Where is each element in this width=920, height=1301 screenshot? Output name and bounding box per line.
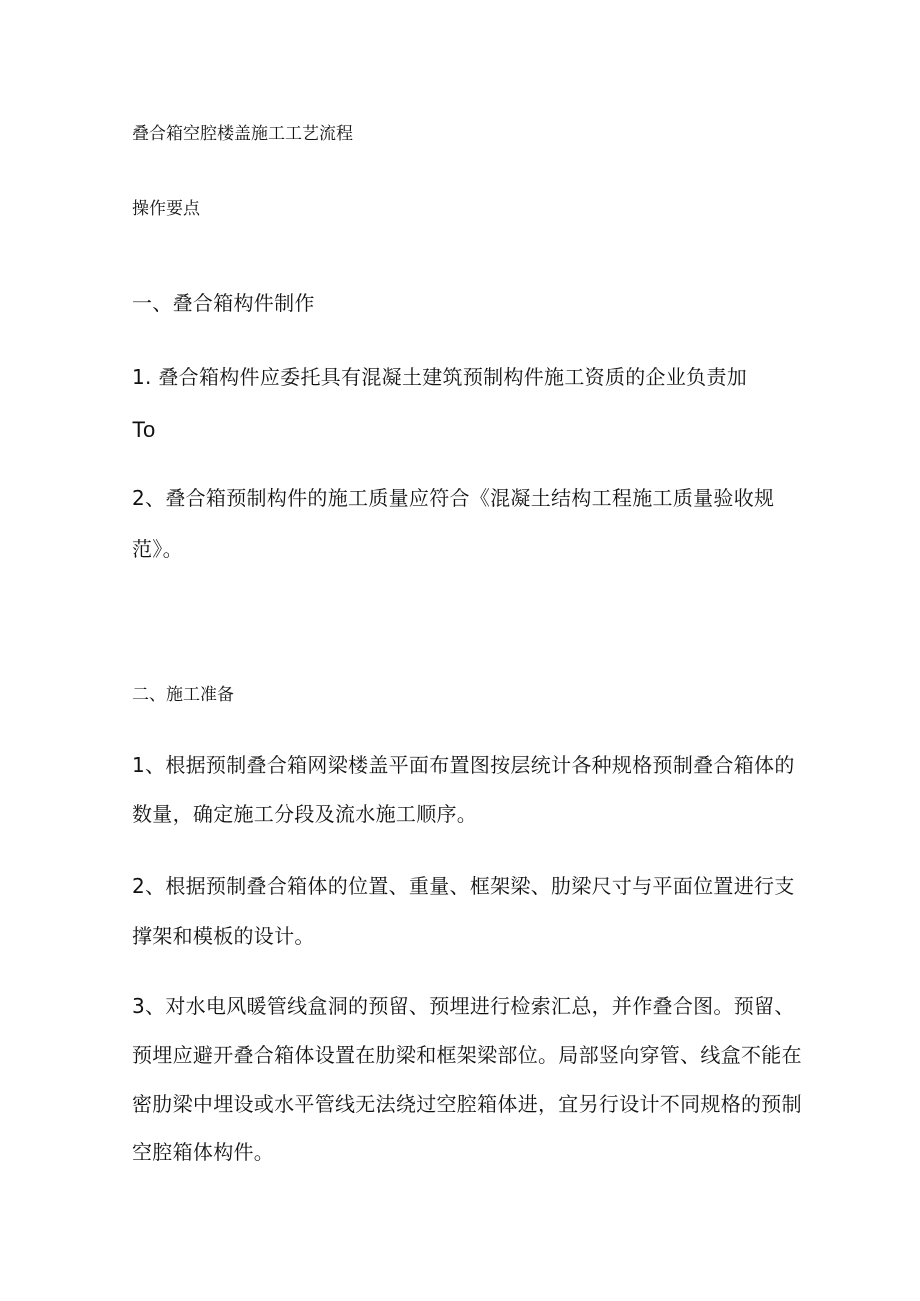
section2-item1-line1: 1、根据预制叠合箱网梁楼盖平面布置图按层统计各种规格预制叠合箱体的: [132, 753, 795, 777]
section2-heading: 二、施工准备: [132, 685, 234, 705]
section1-heading: 一、叠合箱构件制作: [132, 291, 315, 315]
section1-item2-line2: 范》。: [132, 537, 183, 561]
section2-item2-line1: 2、根据预制叠合箱体的位置、重量、框架梁、肋梁尺寸与平面位置进行支: [132, 874, 795, 898]
section1-item1-line2: To: [132, 417, 156, 442]
section2-item3-line3: 密肋梁中埋设或水平管线无法绕过空腔箱体进，宜另行设计不同规格的预制: [132, 1092, 802, 1116]
section2-item1-line2: 数量，确定施工分段及流水施工顺序。: [132, 802, 478, 826]
section2-item3-line1: 3、对水电风暖管线盒洞的预留、预埋进行检索汇总，并作叠合图。预留、: [132, 994, 795, 1018]
document-subtitle: 操作要点: [132, 199, 200, 219]
section2-item3-line4: 空腔箱体构件。: [132, 1140, 275, 1164]
section1-item1-line1: 1. 叠合箱构件应委托具有混凝土建筑预制构件施工资质的企业负责加: [132, 365, 748, 389]
section2-item3-line2: 预埋应避开叠合箱体设置在肋梁和框架梁部位。局部竖向穿管、线盒不能在: [132, 1043, 802, 1067]
section1-item2-line1: 2、叠合箱预制构件的施工质量应符合《混凝土结构工程施工质量验收规: [132, 486, 775, 510]
document-title: 叠合箱空腔楼盖施工工艺流程: [132, 124, 353, 144]
section2-item2-line2: 撑架和模板的设计。: [132, 924, 315, 948]
